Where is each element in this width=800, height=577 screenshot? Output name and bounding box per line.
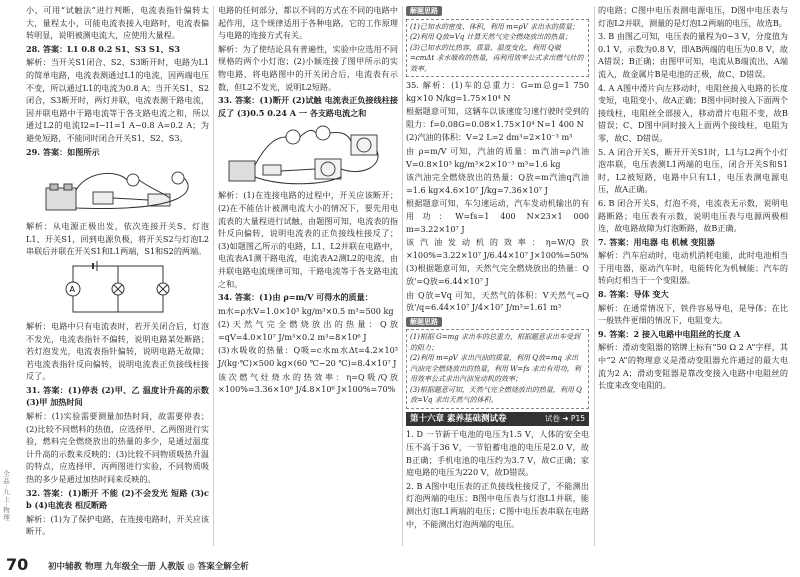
column-1 bbox=[26, 4, 209, 539]
section-title: 第十六章 素养基础测试卷 bbox=[410, 413, 507, 424]
svg-text:A: A bbox=[69, 284, 75, 294]
answer-33: 33. 答案：(1)断开 (2)试触 电流表正负接线柱接反了 (3)0.5 0.24 A 一 各支路电流之和 bbox=[218, 95, 398, 118]
answer-32: 32. 答案：(1)断开 不能 (2)不会发光 短路 (3)c b (4)电流表 相反断路 bbox=[26, 487, 209, 511]
paragraph: 解析：汽车启动时，电动机消耗电能，此时电池相当于用电器，驱动汽车时，电能转化为机械能；汽车的转向灯相当于一个变阻器。 bbox=[598, 250, 788, 286]
paragraph: 由 ρ=m/V 可知，汽油的质量：m汽油=ρ汽油V=0.8×10³ kg/m³×2×10⁻³ m³=1.6 kg bbox=[406, 146, 589, 169]
paragraph: (2)汽油的体积：V=2 L=2 dm³=2×10⁻³ m³ bbox=[406, 132, 573, 143]
tip-box-title: 解题思路 bbox=[406, 6, 442, 16]
column-divider bbox=[402, 6, 403, 546]
paragraph: 根据题意可知，车匀速运动，汽车发动机输出的有用功：W=fs=1 400 N×23×1 000 m=3.22×10⁷ J bbox=[406, 198, 589, 234]
answer-28: 28. 答案：L1 0.8 0.2 S1、S3 S1、S3 bbox=[26, 43, 181, 54]
answer-9: 9. 答案：2 接入电路中电阻丝的长度 A bbox=[598, 328, 741, 339]
circuit-schematic bbox=[63, 260, 173, 318]
footer-text: 初中辅教 物理 九年级全一册 人教版 ◎ 答案全解全析 bbox=[48, 562, 249, 572]
paragraph: 4. A A图中滑片向左移动时，电阻丝接入电路的长度变短，电阻变小，故A正确；B图中同时接入下面两个接线柱，电阻丝全部接入，移动滑片电阻不变，故B错误；C、D图中同时接入上面两个接线柱，电阻为零，故C、D错误。 bbox=[598, 82, 788, 143]
paragraph: 解析：为了使结论具有普遍性，实验中应选用不同规格的两个小灯泡；(2)小颖连接了图甲所示的实物电路，将电路图中的开关闭合后，电流表有示数，但L2不发光，说明L2短路。 bbox=[218, 43, 398, 92]
answer-34: 34. 答案：(1)由 ρ=m/V 可得水的质量： bbox=[218, 292, 373, 303]
circuit-photo-diagram bbox=[223, 121, 393, 187]
formula-line: 该次燃气灶烧水的热效率：η=Q吸/Q放×100%=3.36×10⁶ J/4.8×10⁶ J×100%=70% bbox=[218, 371, 398, 395]
tip-line: (1)已知水的密度、体积，利用 m=ρV 求出水的质量； bbox=[410, 22, 580, 31]
paragraph: 1. D 一节新干电池的电压为1.5 V，人体的安全电压不高于36 V，一节铅蓄电池的电压是2.0 V，故B正确；手机电池的电压约为3.7 V，故C正确；家庭电路的电压为220 V，故D错误。 bbox=[406, 429, 589, 478]
tip-line: (3)已知水的比热容、质量、温度变化，利用 Q吸=cmΔt 求水吸收的热量，再利用效率公式求出燃气灶的效率。 bbox=[410, 43, 584, 73]
paragraph: (3)根据题意可知，天然气完全燃烧放出的热量：Q放'=Q放=6.44×10⁷ J bbox=[406, 263, 589, 286]
page-number: 70 bbox=[6, 555, 29, 574]
tip-line: (3)根据题意可知，天然气完全燃烧放出的热量，利用 Q放=Vq 求出天然气的体积。 bbox=[410, 385, 582, 405]
paragraph: 解析：(1)在连接电路的过程中，开关应该断开；(2)在不能估计被测电流大小的情况下，要先用电流表的大量程进行试触，由题图可知，电流表的指针反向偏转，说明电流表的正负接线柱接反了；(3)如题图乙所示的电路，L1、L2并联在电路中，电流表A1测干路电流，电流表A2测L2的电流，由并联电路电流规律可知，干路电流等于各支路电流之和。 bbox=[218, 190, 398, 289]
page-footer bbox=[0, 553, 800, 577]
paragraph: 解析：当开关S1闭合、S2、S3断开时，电路为L1的简单电路，电流表测通过L1的电流，因两端电压不变，所以通过L1的电流为0.8 A；当开关S1、S2闭合，S3断开时，两灯并联，电流表测干路电流，因并联电路中干路电流等于各支路电流之和，所以通过L2的电流I2=I−I1=1 A−0.8 A=0.2 A；为避免短路，不能同时闭合开关S1、S2、S3。 bbox=[26, 57, 209, 143]
answer-29: 29. 答案：如图所示 bbox=[26, 146, 100, 157]
paragraph: 解析：从电源正极出发，依次连接开关S、灯泡L1、开关S1，回到电源负极，将开关S2与灯泡L2串联后并联在开关S1和L1两端，S1和S2的两端。 bbox=[26, 221, 209, 257]
formula-line: (2)天然气完全燃烧放出的热量：Q放=qV=4.0×10⁷ J/m³×0.2 m³=8×10⁶ J bbox=[218, 319, 398, 342]
margin-text: 全品·九上·物理 bbox=[2, 470, 10, 522]
paragraph: 小，可用“试触法”进行判断，电流表指针偏转太大，量程太小，可能电流表接入电路时，电流表偏转明显，说明被测电流大，应使用大量程。 bbox=[26, 5, 209, 41]
paragraph: 解析：(1)实验需要测量加热时间，故需要停表；(2)比较不同燃料的热值，应选择甲、乙两图进行实验，燃料完全燃烧放出的热量的多少，是通过温度计升高的示数来反映的；(3)比较不同物质吸热升温的特点，应选择甲、丙两图进行实验，不同物质吸热的多少是通过加热时间来反映的。 bbox=[26, 411, 209, 485]
paragraph: 3. B 由图乙可知，电压表的量程为0~3 V，分度值为0.1 V，示数为0.8 V，即AB两端的电压为0.8 V，故A错误；B正确；由图甲可知，电流从B端流出，A端流入，故金属片B是电池的正极，故C、D错误。 bbox=[598, 31, 789, 79]
paragraph: 解析：在通常情况下，铁件容易导电，是导体；在比一般铁件更细的情况下，电阻变大。 bbox=[598, 302, 788, 326]
paragraph: 解析：滑动变阻器的铭牌上标有“50 Ω 2 A”字样，其中“2 A”的物理意义是滑动变阻器允许通过的最大电流为2 A；滑动变阻器是靠改变接入电路中电阻丝的长度来改变电阻的。 bbox=[598, 342, 788, 391]
paragraph: 6. B 闭合开关S，灯泡不亮，电流表无示数，说明电路断路；电压表有示数，说明电压表与电源两极相连，故电路故障为灯泡断路，故B正确。 bbox=[598, 197, 788, 234]
paragraph: 解析：(1)为了保护电路，在连接电路时，开关应该断开。 bbox=[26, 513, 209, 537]
paragraph: 的电路；C图中电压表测电源电压，D图中电压表与灯泡L2并联，测量的是灯泡L2两端的电压，故选B。 bbox=[598, 5, 788, 28]
answer-8: 8. 答案：导体 变大 bbox=[598, 289, 669, 300]
tip-box bbox=[406, 19, 589, 78]
paragraph: 解析：电路中只有电流表时，若开关闭合后，灯泡不发光，电流表指针不偏转，说明电路某处断路；若灯泡发光，电流表指针偏转，说明电路无故障；若电流表指针反向偏转，说明电流表正负接线柱接反了。 bbox=[26, 320, 209, 382]
section-page-ref: 试卷 ➜ P15 bbox=[544, 413, 585, 423]
column-4 bbox=[598, 4, 788, 393]
formula-line: (3)水吸收的热量：Q吸=c水m水Δt=4.2×10³ J/(kg·℃)×500 kg×(60 ℃−20 ℃)=8.4×10⁷ J bbox=[218, 345, 398, 369]
tip-line: (2)利用 m=ρV 求出汽油的质量，利用 Q放=mq 求出汽油完全燃烧放出的热量，利用 W=fs 求出有用功，利用效率公式求出汽油发动机的效率； bbox=[410, 354, 581, 384]
circuit-photo-diagram bbox=[38, 160, 198, 218]
column-3 bbox=[406, 4, 589, 531]
paragraph: 根据题意可知，这辆车以该速度匀速行驶时受到的阻力：f=0.08G=0.08×1.75×10⁴ N=1 400 N bbox=[406, 106, 589, 129]
paragraph: 35. 解析：(1)车的总重力：G=m总g=1 750 kg×10 N/kg=1.75×10⁴ N bbox=[406, 80, 589, 103]
tip-box-title: 解题思路 bbox=[406, 317, 442, 327]
column-divider bbox=[213, 6, 214, 546]
paragraph: 电路的任何部分，都以不同的方式在不同的电路中起作用，这个规律适用于各种电路，它的工作原理与电路的连接方式有关。 bbox=[218, 5, 398, 41]
answer-31: 31. 答案：(1)停表 (2)甲、乙 温度计升高的示数 (3)甲 加热时间 bbox=[26, 384, 209, 408]
tip-line: (2)利用 Q放=Vq 计算天然气完全燃烧放出的热量； bbox=[410, 33, 572, 42]
column-2 bbox=[218, 4, 398, 397]
paragraph: 该汽油发动机的效率：η=W/Q放×100%=3.22×10⁷ J/6.44×10⁷ J×100%=50% bbox=[406, 237, 589, 260]
section-header bbox=[406, 412, 589, 427]
tip-box bbox=[406, 329, 589, 409]
tip-line: (1)根据 G=mg 求出车的总重力，根据题意求出车受到的阻力； bbox=[410, 333, 580, 352]
paragraph: 由 Q放=Vq 可知，天然气的体积：V天然气=Q放'/q=6.44×10⁷ J/4×10⁷ J/m³=1.61 m³ bbox=[406, 289, 589, 313]
formula-line: m水=ρ水V=1.0×10³ kg/m³×0.5 m³=500 kg bbox=[218, 305, 394, 316]
paragraph: 5. A 闭合开关S，断开开关S1时，L1与L2两个小灯泡串联，电压表测L1两端的电压，闭合开关S和S1时，L2被短路，电路中只有L1，电压表测电源电压，故A正确。 bbox=[598, 146, 788, 195]
answer-7: 7. 答案：用电器 电 机械 变阻器 bbox=[598, 236, 715, 247]
column-divider bbox=[594, 6, 595, 546]
paragraph: 该汽油完全燃烧放出的热量：Q放=m汽油q汽油=1.6 kg×4.6×10⁷ J/kg=7.36×10⁷ J bbox=[406, 172, 589, 195]
paragraph: 2. B A图中电压表的正负接线柱接反了，不能测出灯泡两端的电压；B图中电压表与灯泡L1并联，能测出灯泡L1两端的电压；C图中电压表串联在电路中，不能测出灯泡两端的电压。 bbox=[406, 480, 589, 529]
